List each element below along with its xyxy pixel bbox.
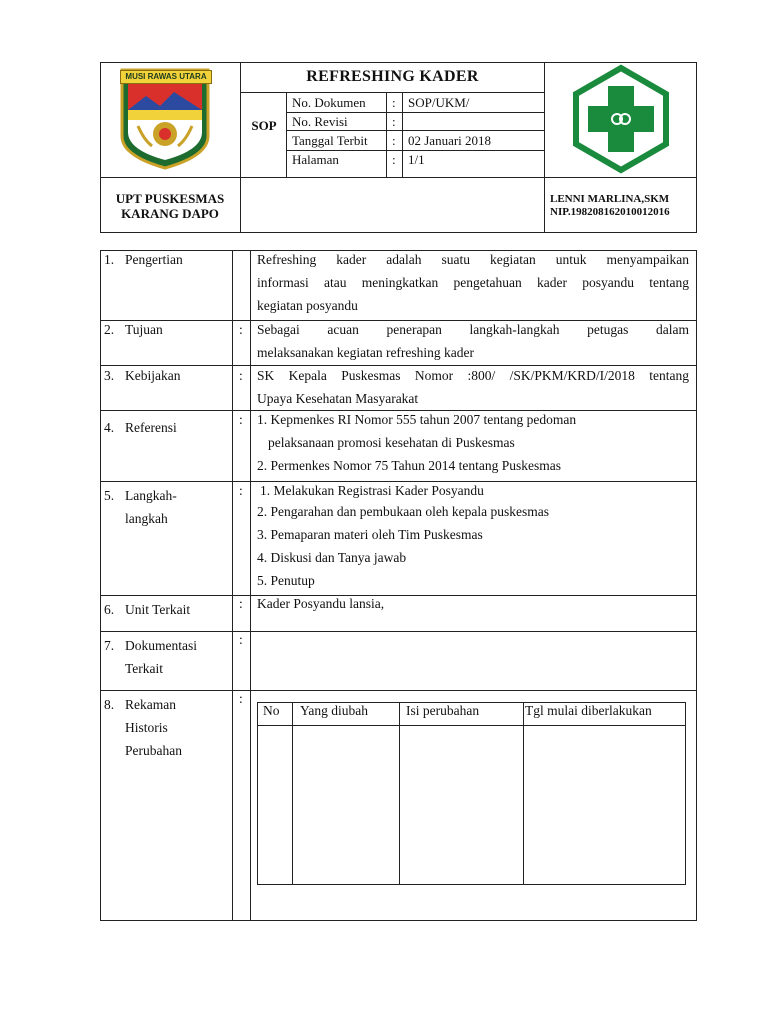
- history-header-no: No: [263, 703, 280, 718]
- signer-nip: NIP.198208162010012016: [550, 206, 670, 218]
- meta-value-issue-date: 02 Januari 2018: [408, 133, 492, 148]
- puskesmas-logo: [566, 64, 676, 174]
- section-4-line-3: 2. Permenkes Nomor 75 Tahun 2014 tentang Puskesmas: [257, 458, 562, 473]
- regency-logo-text: MUSI RAWAS UTARA: [125, 72, 207, 81]
- section-8-separator: :: [239, 691, 243, 706]
- section-1-number: 1.: [104, 252, 115, 267]
- section-5-number: 5.: [104, 488, 115, 503]
- section-4-separator: :: [239, 412, 243, 427]
- institution-name: [100, 191, 240, 221]
- signer-block: [550, 193, 696, 219]
- section-1-line-2: informasi atau meningkatkan pengetahuan kader posyandu tentang: [257, 275, 689, 290]
- section-3-separator: :: [239, 368, 243, 383]
- section-6-number: 6.: [104, 602, 115, 617]
- section-2-separator: :: [239, 322, 243, 337]
- section-5-step-3: 3. Pemaparan materi oleh Tim Puskesmas: [257, 527, 483, 542]
- history-header-changed-item: Yang diubah: [300, 703, 369, 718]
- section-5-step-2: 2. Pengarahan dan pembukaan oleh kepala puskesmas: [257, 504, 550, 519]
- section-3-label: Kebijakan: [125, 368, 181, 383]
- section-2-label: Tujuan: [125, 322, 163, 337]
- meta-value-document-number: SOP/UKM/: [408, 95, 470, 110]
- section-5-step-5: 5. Penutup: [257, 573, 315, 588]
- section-7-number: 7.: [104, 638, 115, 653]
- meta-value-page: 1/1: [408, 152, 425, 167]
- section-2-line-1: Sebagai acuan penerapan langkah-langkah petugas dalam: [257, 322, 689, 337]
- section-6-line-1: Kader Posyandu lansia,: [257, 596, 385, 611]
- section-5-label-line-2: langkah: [125, 511, 168, 526]
- signer-name: LENNI MARLINA,SKM: [550, 193, 670, 205]
- section-8-label-line-2: Historis: [125, 720, 168, 735]
- section-5-separator: :: [239, 483, 243, 498]
- section-4-line-2: pelaksanaan promosi kesehatan di Puskesmas: [268, 435, 515, 450]
- document-title: REFRESHING KADER: [306, 68, 479, 85]
- section-1-line-1: Refreshing kader adalah suatu kegiatan untuk menyampaikan: [257, 252, 689, 267]
- meta-label-page: Halaman: [292, 152, 339, 167]
- section-8-label-line-3: Perubahan: [125, 743, 182, 758]
- section-5-step-1: 1. Melakukan Registrasi Kader Posyandu: [260, 483, 484, 498]
- section-1-label: Pengertian: [125, 252, 183, 267]
- meta-sep-issue-date: :: [392, 133, 396, 148]
- sop-label: SOP: [251, 118, 277, 133]
- section-4-label: Referensi: [125, 420, 177, 435]
- section-5-step-4: 4. Diskusi dan Tanya jawab: [257, 550, 407, 565]
- regency-logo-banner: [120, 70, 212, 84]
- section-7-separator: :: [239, 632, 243, 647]
- section-4-number: 4.: [104, 420, 115, 435]
- history-header-change-content: Isi perubahan: [406, 703, 480, 718]
- section-7-label-line-2: Terkait: [125, 661, 164, 676]
- section-6-separator: :: [239, 596, 243, 611]
- meta-label-revision: No. Revisi: [292, 114, 348, 129]
- meta-sep-revision: :: [392, 114, 396, 129]
- section-5-label: Langkah-: [125, 488, 177, 503]
- institution-line-1: UPT PUSKESMAS: [115, 191, 225, 206]
- section-3-line-1: SK Kepala Puskesmas Nomor :800/ /SK/PKM/KRD/I/2018 tentang: [257, 368, 689, 383]
- section-3-line-2: Upaya Kesehatan Masyarakat: [257, 391, 419, 406]
- meta-sep-document-number: :: [392, 95, 396, 110]
- meta-label-document-number: No. Dokumen: [292, 95, 366, 110]
- section-1-line-3: kegiatan posyandu: [257, 298, 358, 313]
- history-header-effective-date: Tgl mulai diberlakukan: [525, 703, 652, 718]
- section-7-label: Dokumentasi: [125, 638, 197, 653]
- meta-sep-page: :: [392, 152, 396, 167]
- meta-label-issue-date: Tanggal Terbit: [292, 133, 368, 148]
- section-4-line-1: 1. Kepmenkes RI Nomor 555 tahun 2007 tentang pedoman: [257, 412, 577, 427]
- section-3-number: 3.: [104, 368, 115, 383]
- institution-line-2: KARANG DAPO: [121, 206, 219, 221]
- section-2-number: 2.: [104, 322, 115, 337]
- section-2-line-2: melaksanakan kegiatan refreshing kader: [257, 345, 475, 360]
- section-6-label: Unit Terkait: [125, 602, 191, 617]
- section-8-number: 8.: [104, 697, 115, 712]
- section-8-label: Rekaman: [125, 697, 176, 712]
